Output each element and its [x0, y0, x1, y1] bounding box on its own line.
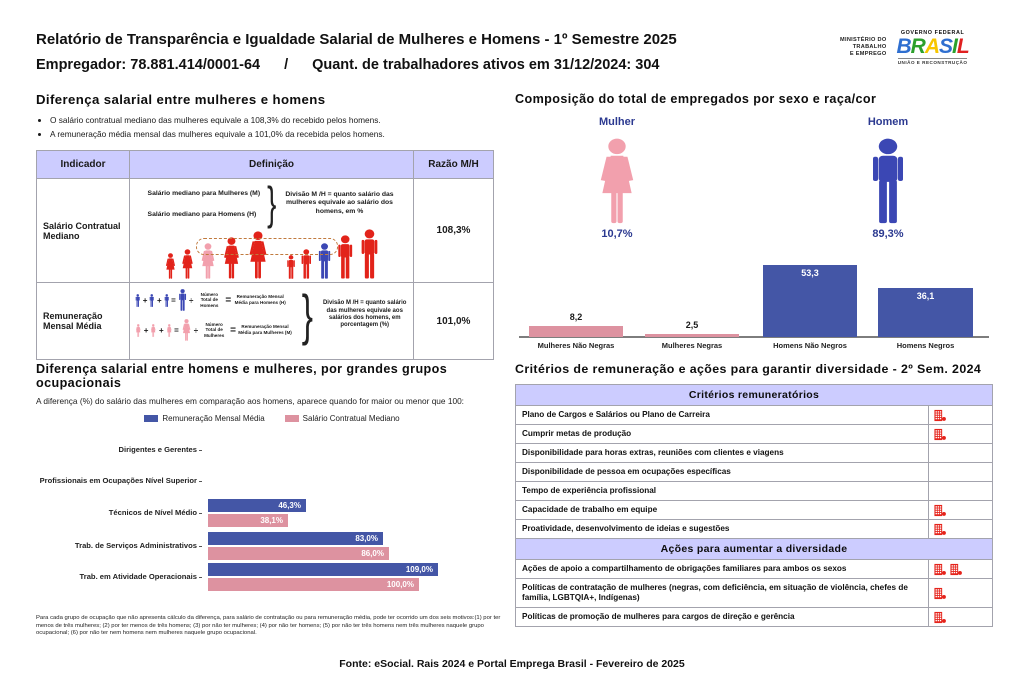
mean-division-note: Divisão M /H = quanto salário das mulheres equivale aos salários dos homens, em porcentagem (%) [322, 300, 407, 329]
col-header-definicao: Definição [130, 151, 414, 179]
occupation-category-label: Técnicos de Nível Médio [36, 508, 202, 517]
chart-legend [36, 414, 508, 423]
logo-tagline: UNIÃO E RECONSTRUÇÃO [897, 60, 968, 65]
bar-value-label: 2,5 [685, 320, 699, 330]
count-label: Número Total de Mulheres [204, 321, 225, 338]
company-building-icon [934, 611, 946, 624]
criteria-label: Capacidade de trabalho em equipe [522, 505, 658, 514]
occupation-bar: 46,3% [208, 499, 306, 512]
criteria-row [516, 501, 992, 520]
criteria-row [516, 444, 992, 463]
criteria-label: Ações de apoio a compartilhamento de obrigações familiares para ambos os sexos [522, 564, 847, 573]
separator: / [284, 57, 289, 73]
ministry-label: MINISTÉRIO DO TRABALHO E EMPREGO [840, 37, 887, 57]
median-women-label: Salário mediano para Mulheres (M) [147, 189, 261, 197]
count-label: Número Total de Homens [200, 291, 219, 308]
formula-row [135, 289, 293, 311]
occupation-category-label: Profissionais em Ocupações Nível Superior [36, 476, 202, 485]
indicator-median-salary: Salário Contratual Mediano [37, 179, 130, 283]
equals-symbol: = [171, 295, 176, 305]
gov-federal-label: GOVERNO FEDERAL [900, 30, 965, 36]
legend-swatch-pink [285, 415, 299, 422]
occupational-subtitle: A diferença (%) do salário das mulheres em comparação aos homens, aparece quando for maior ou menor que 100: [36, 396, 464, 406]
occupation-chart [36, 431, 506, 603]
female-label: Mulher [598, 116, 636, 128]
criteria-label: Plano de Cargos e Salários ou Plano de Carreira [522, 410, 710, 419]
male-figure-icon [286, 255, 296, 279]
equals-symbol: = [230, 324, 236, 336]
criteria-icons-cell [928, 560, 992, 578]
criteria-label: Políticas de contratação de mulheres (negras, com deficiência, em situação de violência, chefes de família, LGBTQIA+, Indígenas) [522, 583, 908, 602]
brand-letter: I [952, 35, 957, 58]
composition-bar [645, 334, 739, 337]
salary-gap-section [36, 92, 494, 360]
col-header-indicador: Indicador [37, 151, 130, 179]
legend-item-mean: Remuneração Mensal Média [144, 414, 264, 423]
male-percentage: 89,3% [872, 228, 904, 240]
female-percentage: 10,7% [601, 228, 633, 240]
company-building-icon [934, 409, 946, 422]
bar-category-label: Homens Negros [896, 341, 955, 350]
female-figure-icon [164, 253, 177, 279]
company-building-icon [934, 587, 946, 600]
brand-letter: S [939, 35, 953, 58]
company-building-icon [934, 428, 946, 441]
median-division-note: Divisão M /H = quanto salário das mulheres equivale ao salário dos homens, em % [285, 191, 394, 215]
definition-mean-salary [130, 283, 414, 360]
male-figure-icon [135, 294, 141, 307]
male-figure-icon [359, 229, 380, 279]
criteria-title: Critérios de remuneração e ações para garantir diversidade - 2º Sem. 2024 [515, 362, 982, 376]
criteria-row [516, 463, 992, 482]
occupation-bar: 109,0% [208, 563, 438, 576]
criteria-label: Cumprir metas de produção [522, 429, 632, 438]
male-label: Homem [867, 116, 909, 128]
occupation-bar: 38,1% [208, 514, 288, 527]
criteria-icons-cell [928, 482, 992, 500]
composition-title: Composição do total de empregados por sexo e raça/cor [515, 92, 877, 106]
criteria-section-header: Critérios remuneratórios [516, 385, 992, 406]
occupational-section [36, 362, 508, 638]
plus-symbol: + [142, 295, 148, 305]
brand-letter: R [910, 35, 925, 58]
occupational-title: Diferença salarial entre homens e mulheres, por grandes grupos ocupacionais [36, 362, 448, 390]
equals-symbol: = [225, 294, 231, 306]
legend-item-median: Salário Contratual Mediano [285, 414, 400, 423]
criteria-row [516, 579, 992, 608]
company-building-icon [934, 563, 946, 576]
median-highlight-box [196, 238, 338, 255]
bar-value-label: 36,1 [916, 291, 935, 301]
occupation-bar: 86,0% [208, 547, 389, 560]
col-header-razao: Razão M/H [414, 151, 494, 179]
criteria-label: Disponibilidade de pessoa em ocupações específicas [522, 467, 731, 476]
brace-icon: } [301, 282, 313, 346]
composition-bar [529, 326, 623, 337]
indicator-table [36, 150, 494, 360]
brand-letter: A [924, 35, 939, 58]
criteria-icons-cell [928, 444, 992, 462]
result-label: Remuneração Mensal Média para Homens (H) [234, 294, 286, 305]
bullet-median-salary: • O salário contratual mediano das mulheres equivale a 108,3% do recebido pelos homens. [50, 113, 494, 127]
brasil-logo-text [896, 36, 968, 58]
criteria-icons-cell [928, 406, 992, 424]
plus-symbol: + [158, 325, 164, 335]
ratio-mean-salary: 101,0% [414, 283, 494, 360]
chart-footnote: Para cada grupo de ocupação que não apresenta cálculo da diferença, para salário de contratação ou para remuneração média, pode ter ocorrido um dos seis motivos:(1) por ter menos de três mulheres; (2) por ter menos de três homens; (3) por não ter mulheres; (4) por não ter homens; (5) por não ter três homens nem três mulheres naquele grupo ocupacional; (6) por não ter nem homens nem mulheres naquele grupo ocupacional. [36, 615, 501, 637]
criteria-label: Políticas de promoção de mulheres para cargos de direção e gerência [522, 612, 795, 621]
salary-gap-title: Diferença salarial entre mulheres e homens [36, 92, 326, 107]
female-figure-icon [180, 249, 195, 279]
occupation-category-label: Trab. em Atividade Operacionais [36, 572, 202, 581]
divide-symbol: ÷ [193, 325, 199, 335]
criteria-section [515, 362, 993, 627]
criteria-section-header: Ações para aumentar a diversidade [516, 539, 992, 560]
median-figure-strip [164, 227, 380, 279]
bar-category-label: Mulheres Negras [661, 341, 723, 350]
equals-symbol: = [174, 325, 179, 335]
occupation-bar: 83,0% [208, 532, 383, 545]
bar-category-label: Homens Não Negros [773, 341, 847, 350]
female-figure-icon [135, 324, 142, 337]
criteria-icons-cell [928, 520, 992, 538]
criteria-row [516, 406, 992, 425]
occupation-bar: 100,0% [208, 578, 419, 591]
company-building-icon [950, 563, 962, 576]
salary-gap-bullets [50, 113, 494, 141]
criteria-label: Tempo de experiência profissional [522, 486, 657, 495]
female-figure-icon [150, 324, 157, 337]
male-figure-icon [336, 235, 354, 279]
plus-symbol: + [156, 295, 162, 305]
formula-column [135, 289, 293, 341]
ratio-median-salary: 108,3% [414, 179, 494, 283]
company-building-icon [934, 523, 946, 536]
formula-row [135, 319, 293, 341]
woman-icon [594, 138, 640, 224]
bar-category-label: Mulheres Não Negras [537, 341, 615, 350]
composition-section [515, 92, 995, 362]
result-label: Remuneração Mensal Média para Mulheres (M) [238, 324, 292, 335]
criteria-row [516, 560, 992, 579]
report-subtitle [36, 57, 659, 73]
criteria-icons-cell [928, 608, 992, 626]
male-figure-icon [178, 289, 187, 311]
criteria-icons-cell [928, 579, 992, 607]
divide-symbol: ÷ [188, 295, 194, 305]
criteria-icons-cell [928, 501, 992, 519]
criteria-row [516, 608, 992, 626]
median-men-label: Salário mediano para Homens (H) [147, 210, 257, 218]
criteria-table [515, 384, 993, 627]
brace-icon: } [267, 177, 277, 229]
male-figure-icon [149, 294, 155, 307]
criteria-label: Disponibilidade para horas extras, reuniões com clientes e viagens [522, 448, 784, 457]
indicator-mean-salary: Remuneração Mensal Média [37, 283, 130, 360]
plus-symbol: + [143, 325, 149, 335]
criteria-row [516, 482, 992, 501]
active-workers: Quant. de trabalhadores ativos em 31/12/2024: 304 [312, 57, 660, 73]
criteria-row [516, 425, 992, 444]
legend-swatch-blue [144, 415, 158, 422]
company-building-icon [934, 504, 946, 517]
occupation-category-label: Dirigentes e Gerentes [36, 445, 202, 454]
occupation-category-label: Trab. de Serviços Administrativos [36, 541, 202, 550]
employer-id: Empregador: 78.881.414/0001-64 [36, 57, 261, 73]
bullet-mean-salary: • A remuneração média mensal das mulheres equivale a 101,0% da recebida pelos homens. [50, 127, 494, 141]
bar-value-label: 8,2 [569, 312, 583, 322]
female-figure-icon [166, 324, 173, 337]
brasil-logo [896, 30, 968, 65]
report-title: Relatório de Transparência e Igualdade Salarial de Mulheres e Homens - 1º Semestre 2025 [36, 31, 677, 48]
criteria-icons-cell [928, 425, 992, 443]
bar-value-label: 53,3 [801, 268, 819, 278]
man-icon [868, 138, 908, 224]
brand-letter: L [956, 35, 969, 58]
definition-median-salary [130, 179, 414, 283]
source-footer: Fonte: eSocial. Rais 2024 e Portal Emprega Brasil - Fevereiro de 2025 [339, 658, 685, 670]
criteria-icons-cell [928, 463, 992, 481]
brand-letter: B [896, 35, 911, 58]
male-figure-icon [164, 294, 170, 307]
criteria-label: Proatividade, desenvolvimento de ideias e sugestões [522, 524, 730, 533]
female-figure-icon [181, 319, 192, 341]
government-logo [840, 30, 969, 65]
criteria-row [516, 520, 992, 539]
